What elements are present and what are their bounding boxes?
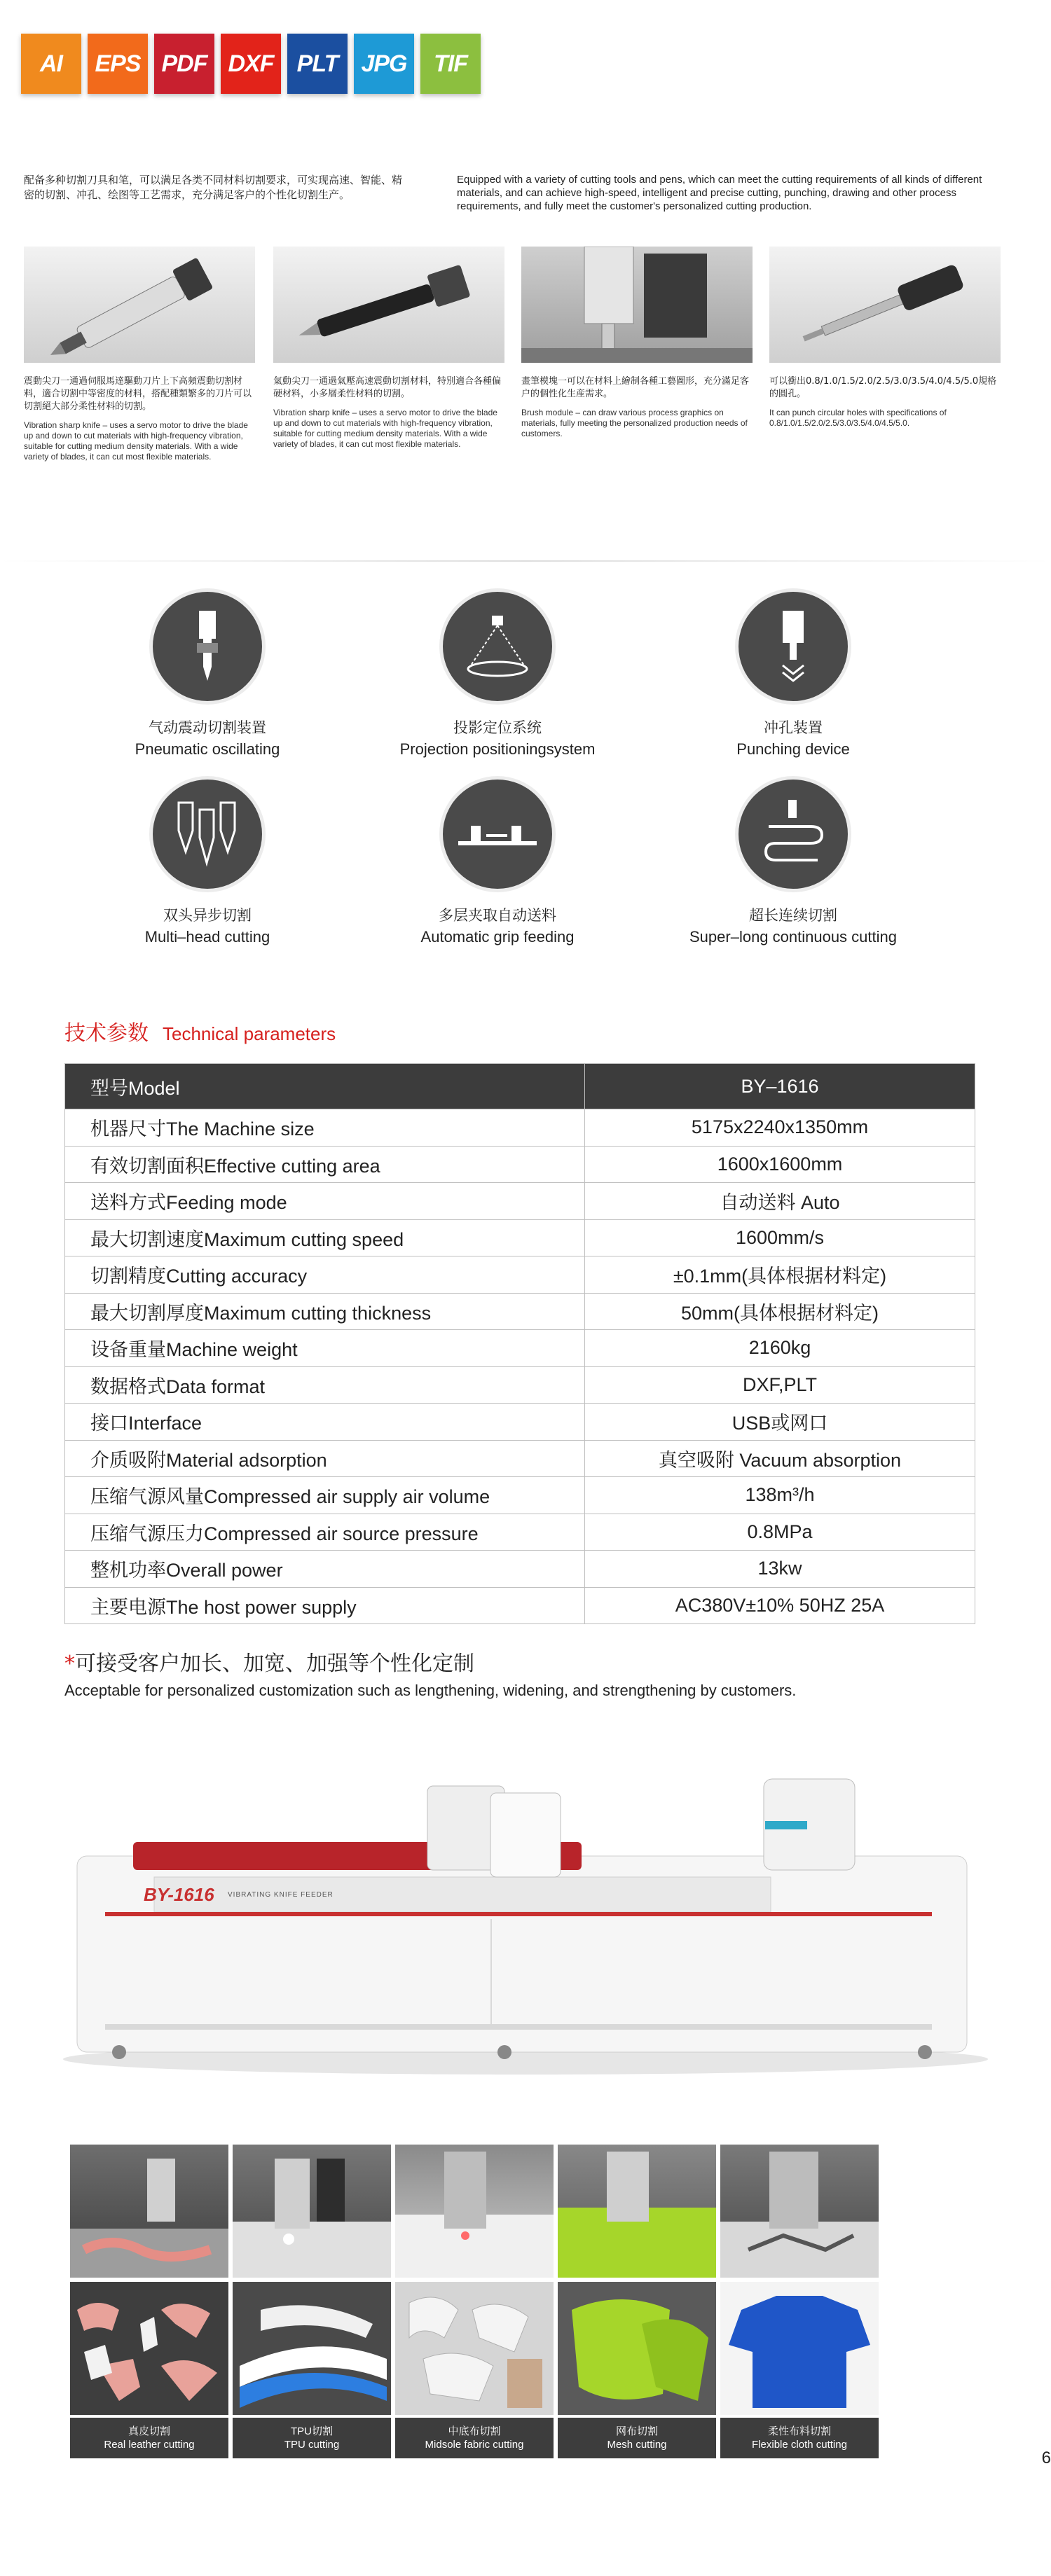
application-photo-result	[233, 2282, 391, 2415]
table-row	[65, 1551, 975, 1588]
feature-label-en: Projection positioningsystem	[399, 740, 596, 758]
continuous-cutting-icon	[739, 780, 848, 889]
customization-note-en: Acceptable for personalized customization such as lengthening, widening, and strengthening by customers.	[64, 1682, 797, 1699]
param-name: 最大切割厚度Maximum cutting thickness	[65, 1293, 585, 1330]
application-caption	[720, 2418, 879, 2458]
caption-en: Real leather cutting	[104, 2439, 195, 2451]
feature-punching	[667, 592, 919, 759]
tool-punch	[769, 247, 1001, 429]
feature-label-cn: 投影定位系统	[453, 719, 542, 736]
tool-desc-en: Brush module – can draw various process graphics on materials, fully meeting the personalized production needs of customers.	[521, 408, 748, 438]
param-value: 自动送料 Auto	[585, 1183, 975, 1220]
param-value: USB或网口	[585, 1404, 975, 1441]
caption-cn: TPU切割	[290, 2425, 333, 2437]
projection-icon	[443, 592, 552, 701]
param-value: ±0.1mm(具体根据材料定)	[585, 1256, 975, 1294]
table-row	[65, 1366, 975, 1404]
caption-en: Flexible cloth cutting	[752, 2439, 847, 2451]
caption-cn: 真皮切割	[128, 2425, 170, 2437]
param-name: 送料方式Feeding mode	[65, 1183, 585, 1220]
format-badge-tif: TIF	[420, 34, 481, 94]
table-row	[65, 1404, 975, 1441]
tool-pneumatic-knife	[273, 247, 504, 450]
feature-label-cn: 超长连续切割	[749, 907, 837, 924]
tool-vibration-knife	[24, 247, 255, 462]
feature-multi-head	[81, 780, 334, 946]
caption-en: Mesh cutting	[607, 2439, 667, 2451]
format-badge-pdf: PDF	[154, 34, 214, 94]
param-name: 数据格式Data format	[65, 1366, 585, 1404]
tool-desc-cn: 震動尖刀一通過伺服馬達驅動刀片上下高頻震動切割材料，適合切割中等密度的材料，搭配種類繁多的刀片可以切割絕大部分柔性材料的切割。	[24, 376, 252, 412]
application-caption	[558, 2418, 716, 2458]
table-row	[65, 1219, 975, 1256]
application-caption	[70, 2418, 228, 2458]
feature-label-en: Automatic grip feeding	[420, 928, 575, 946]
param-name: 接口Interface	[65, 1404, 585, 1441]
pneumatic-knife-icon	[153, 592, 262, 701]
machine-subtitle-label: VIBRATING KNIFE FEEDER	[228, 1891, 334, 1899]
table-row	[65, 1293, 975, 1330]
application-photo-result	[720, 2282, 879, 2415]
tool-desc-en: Vibration sharp knife – uses a servo motor to drive the blade up and down to cut materials with high-frequency vibration, suitable for cutting medium density materials. With a wide variety of blades, it can cut most flexible materials.	[24, 420, 248, 462]
application-photo-machine	[720, 2145, 879, 2278]
machine-brand-label: BY-1616	[144, 1884, 214, 1905]
param-name: 介质吸附Material adsorption	[65, 1440, 585, 1477]
feature-label-en: Pneumatic oscillating	[135, 740, 280, 758]
param-name: 压缩气源压力Compressed air source pressure	[65, 1514, 585, 1551]
application-photo-result	[558, 2282, 716, 2415]
application-photo-machine	[558, 2145, 716, 2278]
asterisk: *	[64, 1651, 75, 1676]
brush-module-photo	[521, 247, 753, 363]
param-value: 0.8MPa	[585, 1514, 975, 1551]
application-photo-result	[395, 2282, 554, 2415]
feature-pneumatic	[81, 592, 334, 759]
param-value: DXF,PLT	[585, 1366, 975, 1404]
param-value: 1600x1600mm	[585, 1146, 975, 1183]
table-row	[65, 1146, 975, 1183]
format-badge-eps: EPS	[88, 34, 148, 94]
table-row	[65, 1587, 975, 1624]
table-row	[65, 1256, 975, 1294]
table-row	[65, 1109, 975, 1147]
table-row	[65, 1514, 975, 1551]
param-value: 5175x2240x1350mm	[585, 1109, 975, 1147]
feature-continuous-cutting	[667, 780, 919, 946]
tech-title-cn: 技术参数	[64, 1022, 149, 1045]
caption-cn: 中底布切割	[448, 2425, 501, 2437]
feature-grip-feeding	[371, 780, 624, 946]
table-row	[65, 1440, 975, 1477]
grip-feeding-icon	[443, 780, 552, 889]
param-value: 138m³/h	[585, 1477, 975, 1514]
tool-brush-module	[521, 247, 753, 439]
tool-desc-cn: 畫筆模塊一可以在材料上繪制各種工藝圖形，充分滿足客户的個性化生産需求。	[521, 376, 750, 399]
punch-icon	[739, 592, 848, 701]
intro-text-cn: 配备多种切割刀具和笔，可以满足各类不同材料切割要求，可实现高速、智能、精密的切割、冲孔、绘图等工艺需求，充分满足客户的个性化切割生产。	[24, 174, 403, 201]
intro-text-en: Equipped with a variety of cutting tools and pens, which can meet the cutting requirements of all kinds of different materials, and can achieve high-speed, intelligent and precise cutting, punching, drawing and other process requirements, and fully meet the customer's personalized cutting production.	[457, 174, 982, 212]
customization-note-cn	[64, 1646, 474, 1677]
tool-desc-en: Vibration sharp knife – uses a servo motor to drive the blade up and down to cut materials with high-frequency vibration, suitable for cutting medium density materials. With a wide variety of blades, it can cut most flexible materials.	[273, 408, 497, 449]
param-name: 整机功率Overall power	[65, 1551, 585, 1588]
param-name: 有效切割面积Effective cutting area	[65, 1146, 585, 1183]
application-caption	[233, 2418, 391, 2458]
machine-illustration	[56, 1772, 995, 2080]
caption-en: TPU cutting	[284, 2439, 340, 2451]
application-photo-machine	[233, 2145, 391, 2278]
param-name: 型号Model	[65, 1064, 585, 1109]
param-name: 机器尺寸The Machine size	[65, 1109, 585, 1147]
tool-desc-en: It can punch circular holes with specifications of 0.8/1.0/1.5/2.0/2.5/3.0/3.5/4.0/4.5/5.0.	[769, 408, 947, 428]
application-photo-machine	[395, 2145, 554, 2278]
param-value: BY–1616	[585, 1064, 975, 1109]
customization-text-cn: 可接受客户加长、加宽、加强等个性化定制	[75, 1651, 474, 1676]
feature-projection	[371, 592, 624, 759]
table-row	[65, 1183, 975, 1220]
feature-label-cn: 双头异步切割	[163, 907, 252, 924]
application-caption	[395, 2418, 554, 2458]
param-value: 2160kg	[585, 1330, 975, 1367]
application-photo-result	[70, 2282, 228, 2415]
param-name: 设备重量Machine weight	[65, 1330, 585, 1367]
format-badge-jpg: JPG	[354, 34, 414, 94]
section-divider	[0, 560, 1051, 562]
caption-cn: 网布切割	[615, 2425, 658, 2437]
page-number: 6	[1041, 2449, 1051, 2467]
tool-desc-cn: 氣動尖刀一通過氣壓高速震動切割材料，特別適合各種偏硬材料，小多層柔性材料的切割。	[273, 376, 502, 399]
param-name: 最大切割速度Maximum cutting speed	[65, 1219, 585, 1256]
tech-params-table	[64, 1063, 975, 1624]
feature-label-en: Punching device	[736, 740, 850, 758]
table-header-row	[65, 1064, 975, 1109]
format-badges	[21, 34, 481, 94]
table-row	[65, 1477, 975, 1514]
feature-label-cn: 气动震动切割装置	[149, 719, 266, 736]
caption-en: Midsole fabric cutting	[425, 2439, 524, 2451]
feature-label-cn: 冲孔装置	[764, 719, 823, 736]
param-name: 主要电源The host power supply	[65, 1587, 585, 1624]
param-value: AC380V±10% 50HZ 25A	[585, 1587, 975, 1624]
format-badge-plt: PLT	[287, 34, 348, 94]
tech-params-title	[64, 1016, 336, 1046]
tech-title-en: Technical parameters	[163, 1023, 336, 1044]
tool-desc-cn: 可以衝出0.8/1.0/1.5/2.0/2.5/3.0/3.5/4.0/4.5/5.0規格的圓孔。	[769, 376, 997, 399]
punch-tool-photo	[769, 247, 1001, 363]
caption-cn: 柔性布料切割	[767, 2425, 831, 2437]
feature-label-en: Super–long continuous cutting	[689, 928, 897, 946]
param-name: 压缩气源风量Compressed air supply air volume	[65, 1477, 585, 1514]
pneumatic-knife-photo	[273, 247, 504, 363]
param-name: 切割精度Cutting accuracy	[65, 1256, 585, 1294]
format-badge-dxf: DXF	[221, 34, 281, 94]
feature-label-en: Multi–head cutting	[144, 928, 270, 946]
vibration-knife-photo	[24, 247, 255, 363]
table-row	[65, 1330, 975, 1367]
param-value: 13kw	[585, 1551, 975, 1588]
param-value: 真空吸附 Vacuum absorption	[585, 1440, 975, 1477]
feature-label-cn: 多层夹取自动送料	[439, 907, 556, 924]
multi-head-icon	[153, 780, 262, 889]
param-value: 1600mm/s	[585, 1219, 975, 1256]
format-badge-ai: AI	[21, 34, 81, 94]
param-value: 50mm(具体根据材料定)	[585, 1293, 975, 1330]
application-photo-machine	[70, 2145, 228, 2278]
